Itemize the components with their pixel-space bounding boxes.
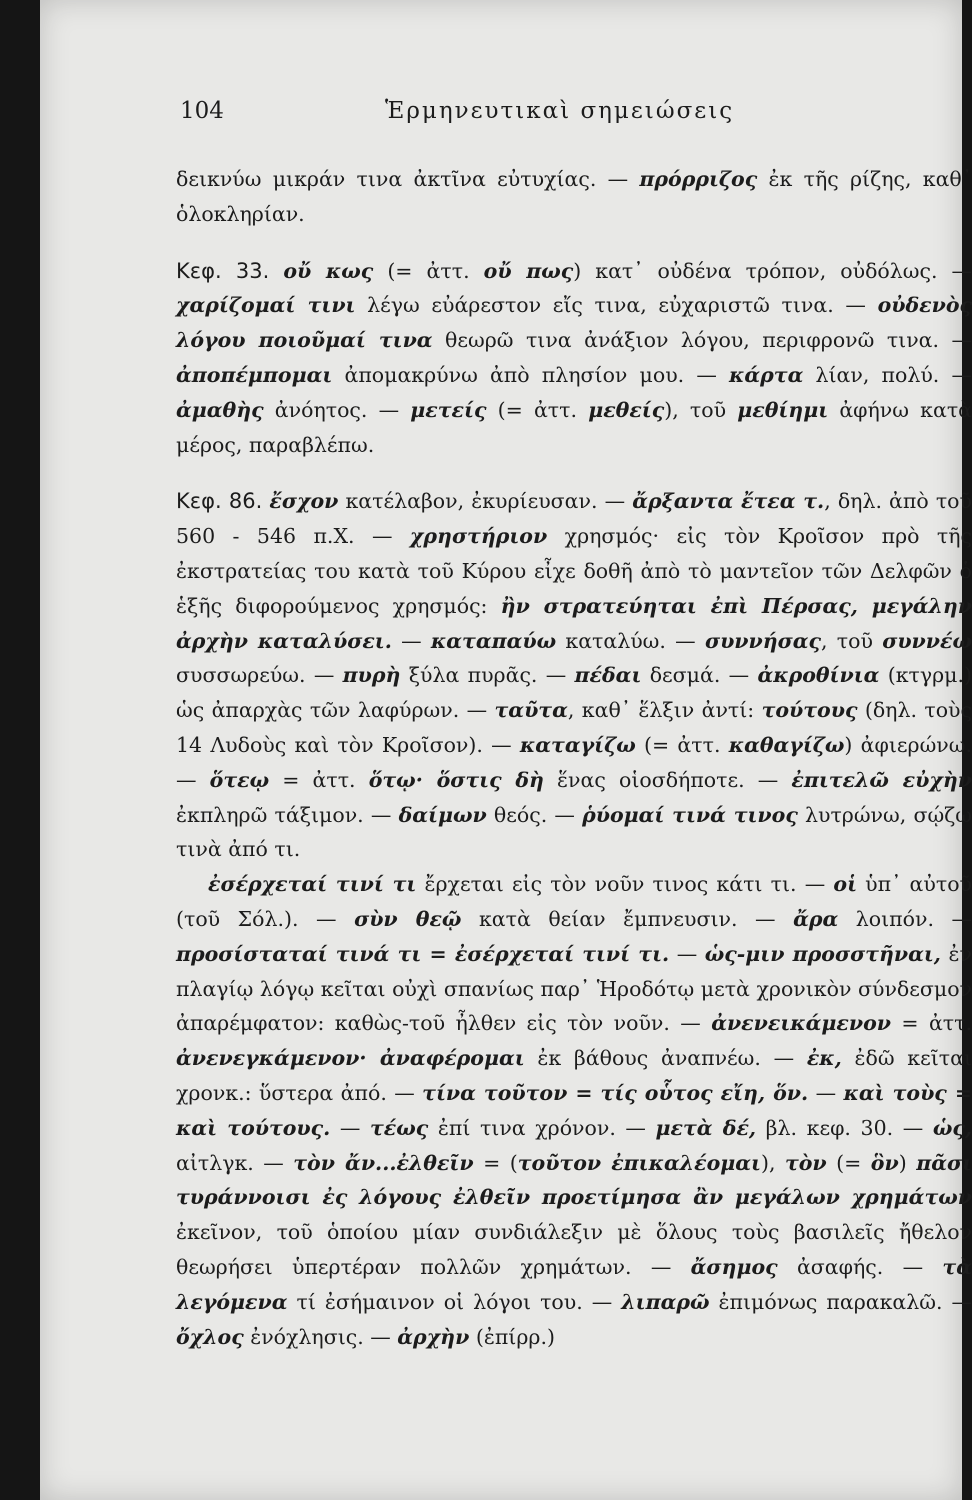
lemma-term: ἀποπέμπομαι	[176, 362, 333, 387]
gloss-text: ) κατ᾽ οὐδένα τρόπον, οὐδόλως. —	[573, 258, 972, 283]
lemma-term: μετὰ δέ,	[655, 1115, 757, 1140]
chapter-label: Κεφ. 33.	[176, 258, 270, 283]
lemma-term: ἀνενεγκάμενον· ἀναφέρομαι	[176, 1046, 525, 1071]
lemma-term: ὅτῳ· ὅστις δὴ	[368, 767, 544, 792]
gloss-text: ἐδῶ κεῖται χρονκ.: ὕστερα ἀπό. —	[176, 1046, 972, 1105]
lemma-term: τὸν ἄν...ἐλθεῖν	[293, 1150, 474, 1175]
lemma-term: δαίμων	[398, 802, 487, 827]
lemma-term: ἐσέρχεταί τινί τι	[208, 872, 417, 897]
gloss-text: χρησμός· εἰς τὸν Κροῖσον πρὸ τῆς ἐκστρατείας του κατὰ τοῦ Κύρου εἶχε δοθῆ ἀπὸ τὸ μαντεῖον τῶν Δελφῶν ὁ ἑξῆς διφορούμενος χρησμός:	[176, 524, 972, 618]
gloss-text: ἀσαφής. —	[777, 1254, 943, 1279]
gloss-text: (= ἀττ.	[486, 397, 589, 422]
gloss-text: ἕνας οἱοσδήποτε. —	[543, 767, 792, 792]
lemma-term: πρόρριζος	[639, 167, 758, 191]
gloss-text: ἐκ βάθους ἀναπνέω. —	[524, 1046, 807, 1071]
gloss-text: αἰτλγκ. —	[176, 1150, 294, 1175]
gloss-text: —	[391, 628, 431, 653]
gloss-text: λέγω εὐάρεστον εἴς τινα, εὐχαριστῶ τινα. —	[355, 293, 878, 318]
lemma-term: καταπαύω	[430, 628, 557, 653]
lemma-term: τίνα τοῦτον = τίς οὗτος εἴη, ὅν.	[422, 1080, 809, 1105]
gloss-text: ἀφήνω κατὰ μέρος, παραβλέπω.	[176, 397, 972, 457]
gloss-text: δεσμά. —	[641, 663, 758, 688]
gloss-text: ξύλα πυρᾶς. —	[400, 663, 575, 688]
running-title: Ἑρμηνευτικαὶ σημειώσεις	[385, 98, 735, 124]
gloss-text: ἔρχεται εἰς τὸν νοῦν τινος κάτι τι. —	[416, 872, 834, 897]
gloss-text: λυτρώνω, σῴζω τινὰ ἀπό τι.	[176, 802, 972, 862]
lemma-term: μεθίημι	[737, 397, 829, 422]
gloss-text: κατὰ θείαν ἔμπνευσιν. —	[461, 906, 794, 931]
gloss-text: ἀπομακρύνω ἀπὸ πλησίον μου. —	[332, 362, 730, 387]
lemma-term: προσίσταταί τινά τι = ἐσέρχεταί τινί τι.	[176, 941, 670, 966]
gloss-text: ἐπιμόνως παρακαλῶ. —	[709, 1289, 972, 1314]
lemma-term: ταῦτα	[494, 698, 568, 723]
lemma-term: ἢν στρατεύηται ἐπὶ Πέρσας, μεγάλην ἀρχὴν καταλύσει.	[176, 593, 972, 653]
lemma-term: οὔ πως	[483, 258, 574, 283]
lemma-term: χαρίζομαί τινι	[176, 293, 356, 318]
lemma-term: ὄχλος	[176, 1324, 244, 1349]
gloss-text: ἐπί τινα χρόνον. —	[428, 1115, 656, 1140]
gloss-text: (ἐπίρρ.)	[469, 1324, 555, 1349]
lemma-term: τέως	[369, 1115, 429, 1140]
gloss-text: ἐκεῖνον, τοῦ ὁποίου μίαν συνδιάλεξιν μὲ ὅλους τοὺς βασιλεῖς ἤθελον θεωρήσει ὑπερτέραν πολλῶν χρημάτων. —	[176, 1220, 972, 1279]
gloss-text: θεός. —	[486, 802, 583, 827]
lemma-term: σὺν θεῷ	[354, 906, 462, 931]
lemma-term: ἐκ,	[806, 1046, 842, 1071]
gloss-text: ἐκ τῆς ρίζης, καθ᾽ ὁλοκληρίαν.	[176, 167, 972, 226]
gloss-text: λοιπόν. —	[838, 906, 972, 931]
lemma-term: χρηστήριον	[409, 524, 548, 549]
lemma-term: ἄρξαντα ἔτεα τ.	[632, 489, 825, 514]
gloss-text: = ἀττ.	[890, 1011, 972, 1036]
lemma-term: τοῦτον ἐπικαλέομαι	[517, 1150, 761, 1175]
gloss-text: τί ἐσήμαινον οἱ λόγοι του. —	[287, 1289, 622, 1314]
gloss-text: ὑπ᾽ αὐτοῦ (τοῦ Σόλ.). —	[176, 872, 972, 931]
gloss-text: ἐκπληρῶ τάξιμον. —	[176, 802, 399, 827]
gloss-text: δεικνύω μικράν τινα ἀκτῖνα εὐτυχίας. —	[176, 167, 640, 191]
lemma-term: ἔσχον	[269, 489, 339, 514]
lemma-term: οἱ	[833, 872, 857, 897]
gloss-text	[269, 259, 283, 283]
lemma-term: ἀρχὴν	[397, 1324, 470, 1349]
gloss-text: = ἀττ.	[269, 767, 369, 792]
page-number: 104	[180, 98, 224, 124]
gloss-text: —	[330, 1115, 370, 1140]
lemma-term: ὡς-μιν προσστῆναι,	[704, 941, 941, 966]
lemma-term: τούτους	[761, 698, 858, 723]
book-page	[40, 0, 972, 1500]
paragraph-chapter-86	[176, 484, 972, 867]
lemma-term: ῥύομαί τινά τινος	[582, 802, 798, 827]
gloss-text: ) ἀφιερώνω. —	[176, 732, 972, 792]
lemma-term: μεθείς	[588, 397, 665, 422]
gloss-text: ἐνόχλησις. —	[243, 1324, 398, 1349]
lemma-term: ἄρα	[793, 906, 839, 931]
lemma-term: πᾶσι τυράννοισι ἐς λόγους ἐλθεῖν προετίμησα ἂν μεγάλων χρημάτων	[176, 1150, 972, 1210]
paragraph-intro	[176, 162, 972, 232]
lemma-term: κάρτα	[729, 362, 804, 387]
gloss-text: καταλύω. —	[556, 628, 705, 653]
lemma-term: ἐπιτελῶ εὐχὴν	[791, 767, 972, 792]
gloss-text: , δηλ. ἀπὸ τοῦ 560 - 546 π.Χ. —	[176, 489, 972, 549]
lemma-term: οὔ κως	[283, 258, 374, 283]
lemma-term: λιπαρῶ	[621, 1289, 710, 1314]
gloss-text: ἐν πλαγίῳ λόγῳ κεῖται οὐχὶ σπανίως παρ᾽ Ἡροδότῳ μετὰ χρονικὸν σύνδεσμον ἀπαρέμφατον: καθὼς-τοῦ ἦλθεν εἰς τὸν νοῦν. —	[176, 941, 972, 1036]
lemma-term: τὸν	[784, 1150, 827, 1175]
lemma-term: συννήσας	[704, 628, 822, 653]
gloss-text: , τοῦ	[821, 628, 883, 653]
lemma-term: ἀνενεικάμενον	[711, 1011, 891, 1036]
lemma-term: καὶ τοὺς = καὶ τούτους.	[176, 1080, 972, 1140]
lemma-term: ὅτεῳ	[209, 767, 270, 792]
gloss-text: ἀνόητος. —	[263, 397, 411, 422]
gloss-text: βλ. κεφ. 30. —	[756, 1115, 933, 1140]
lemma-term: συννέω	[882, 628, 972, 653]
lemma-term: πυρὴ	[342, 663, 401, 688]
paragraph-continuation	[176, 867, 972, 1354]
lemma-term: πέδαι	[574, 663, 642, 688]
gloss-text: κατέλαβον, ἐκυρίευσαν. —	[338, 489, 633, 514]
running-header	[180, 98, 780, 138]
lemma-term: μετείς	[410, 397, 487, 422]
lemma-term: ὃν	[870, 1150, 899, 1175]
lemma-term: ἄσημος	[690, 1254, 778, 1279]
gloss-text: θεωρῶ τινα ἀνάξιον λόγου, περιφρονῶ τινα. —	[432, 328, 972, 353]
gloss-text: (=	[826, 1150, 871, 1175]
gloss-text: ), τοῦ	[664, 397, 738, 422]
gloss-text: (= ἀττ.	[373, 258, 484, 283]
body-text	[176, 162, 972, 1354]
gloss-text: ),	[760, 1150, 785, 1175]
gloss-text: )	[898, 1150, 917, 1175]
lemma-term: καταγίζω	[519, 732, 636, 757]
chapter-label: Κεφ. 86.	[176, 489, 263, 514]
lemma-term: τὰ λεγόμενα	[176, 1254, 972, 1314]
lemma-term: ἀμαθὴς	[176, 397, 264, 422]
lemma-term: οὐδενὸς λόγου ποιοῦμαί τινα	[176, 293, 972, 353]
gloss-text: συσσωρεύω. —	[176, 663, 343, 688]
gloss-text: , καθ᾽ ἕλξιν ἀντί:	[567, 698, 762, 723]
gloss-text: (δηλ. τοὺς 14 Λυδοὺς καὶ τὸν Κροῖσον). —	[176, 698, 972, 757]
gloss-text: —	[669, 941, 705, 966]
gloss-text: (= ἀττ.	[635, 732, 729, 757]
lemma-term: ἀκροθίνια	[757, 663, 880, 688]
lemma-term: ὡς,	[932, 1115, 972, 1140]
lemma-term: καθαγίζω	[728, 732, 845, 757]
gloss-text: (κτγρμ.) ὡς ἀπαρχὰς τῶν λαφύρων. —	[176, 663, 972, 723]
gloss-text: = (	[473, 1150, 518, 1175]
gloss-text: —	[808, 1080, 844, 1105]
paragraph-chapter-33	[176, 254, 972, 463]
gloss-text: λίαν, πολύ. —	[803, 362, 972, 387]
